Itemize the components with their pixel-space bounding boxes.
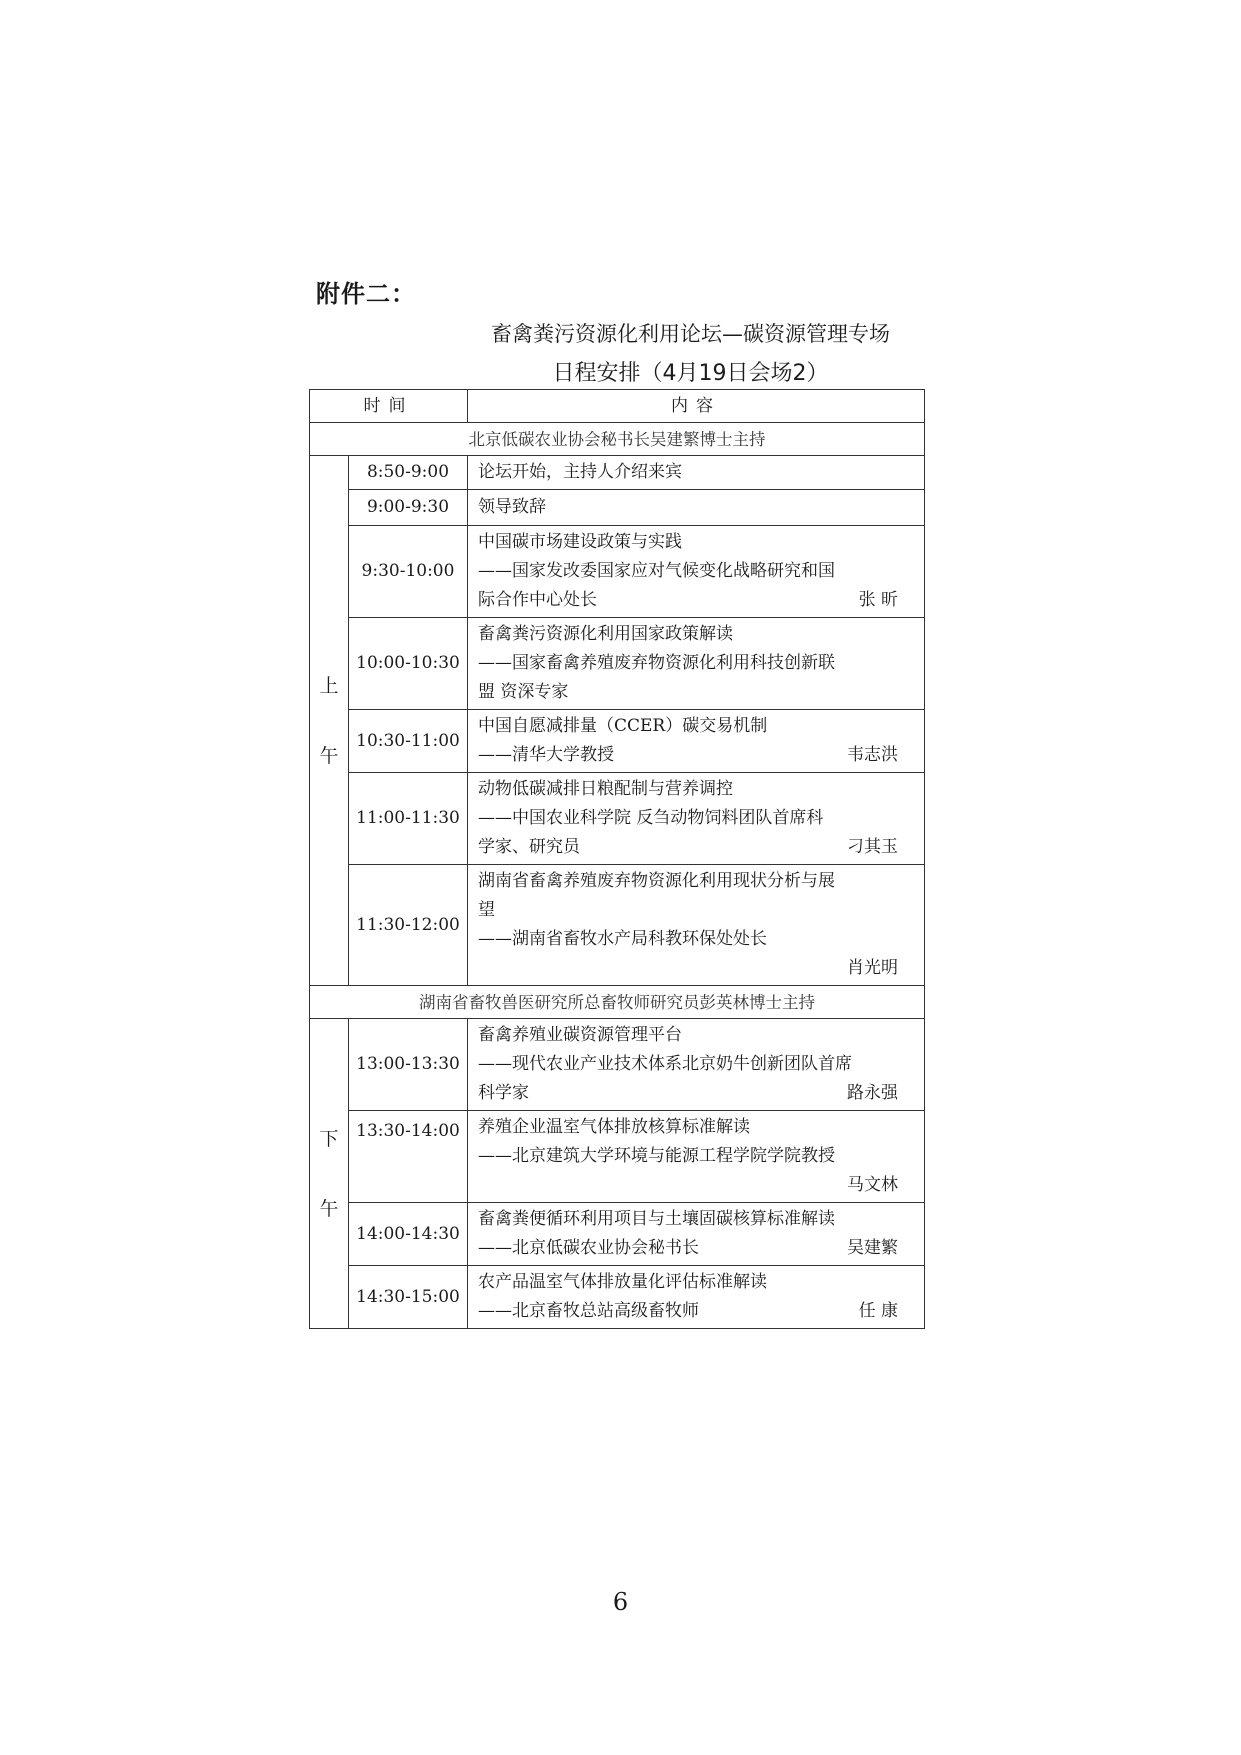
header-time: 时间	[310, 390, 468, 423]
speaker-title: ——国家畜禽养殖废弃物资源化利用科技创新联	[478, 653, 835, 673]
content-cell	[468, 490, 925, 526]
speaker-title: ——现代农业产业技术体系北京奶牛创新团队首席	[478, 1054, 852, 1074]
content-cell	[468, 1111, 925, 1203]
content-cell	[468, 773, 925, 865]
time-cell: 11:30-12:00	[349, 865, 468, 986]
topic: 农产品温室气体排放量化评估标准解读	[478, 1272, 767, 1292]
speaker-title: ——北京畜牧总站高级畜牧师	[478, 1301, 699, 1321]
topic: 中国自愿减排量（CCER）碳交易机制	[478, 716, 768, 736]
morning-host-row	[310, 423, 925, 456]
topic: 湖南省畜禽养殖废弃物资源化利用现状分析与展	[478, 871, 835, 891]
time-cell: 10:00-10:30	[349, 618, 468, 710]
speaker-name: 刁其玉	[847, 837, 898, 857]
topic: 动物低碳减排日粮配制与营养调控	[478, 779, 733, 799]
table-row	[310, 1266, 925, 1329]
topic-cont: 望	[478, 900, 495, 920]
content-cell	[468, 865, 925, 986]
period-afternoon-bottom: 午	[319, 1197, 339, 1220]
topic: 畜禽粪污资源化利用国家政策解读	[478, 624, 733, 644]
table-row	[310, 773, 925, 865]
speaker-title: ——湖南省畜牧水产局科教环保处处长	[478, 929, 767, 949]
period-morning	[310, 456, 349, 986]
content-cell	[468, 1203, 925, 1266]
time-cell: 13:00-13:30	[349, 1019, 468, 1111]
topic: 论坛开始，主持人介绍来宾	[478, 462, 682, 482]
content-cell	[468, 456, 925, 490]
speaker-title: ——北京低碳农业协会秘书长	[478, 1238, 699, 1258]
table-row	[310, 526, 925, 618]
content-cell	[468, 1266, 925, 1329]
speaker-name: 任 康	[858, 1301, 898, 1321]
speaker-title: ——清华大学教授	[478, 745, 614, 765]
table-row	[310, 490, 925, 526]
speaker-name: 吴建繁	[847, 1238, 898, 1258]
speaker-title: ——北京建筑大学环境与能源工程学院学院教授	[478, 1146, 835, 1166]
table-row	[310, 1019, 925, 1111]
speaker-title: ——中国农业科学院 反刍动物饲料团队首席科	[478, 808, 824, 828]
time-cell: 14:30-15:00	[349, 1266, 468, 1329]
period-afternoon-top: 下	[319, 1127, 339, 1150]
header-content: 内容	[468, 390, 925, 423]
topic: 畜禽粪便循环利用项目与土壤固碳核算标准解读	[478, 1209, 835, 1229]
time-cell: 13:30-14:00	[349, 1111, 468, 1203]
speaker-title-cont: 盟 资深专家	[478, 682, 569, 702]
content-cell	[468, 618, 925, 710]
table-header-row	[310, 390, 925, 423]
speaker-name: 马文林	[847, 1175, 898, 1195]
speaker-title: ——国家发改委国家应对气候变化战略研究和国	[478, 561, 835, 581]
time-cell: 8:50-9:00	[349, 456, 468, 490]
period-morning-bottom: 午	[319, 744, 339, 767]
table-row	[310, 456, 925, 490]
table-row	[310, 1111, 925, 1203]
table-row	[310, 865, 925, 986]
speaker-name: 路永强	[847, 1083, 898, 1103]
table-row	[310, 710, 925, 773]
time-cell: 9:30-10:00	[349, 526, 468, 618]
page-number: 6	[612, 1588, 629, 1616]
document-title: 畜禽粪污资源化利用论坛—碳资源管理专场	[491, 322, 890, 346]
time-cell: 9:00-9:30	[349, 490, 468, 526]
topic: 领导致辞	[478, 497, 546, 517]
content-cell	[468, 710, 925, 773]
afternoon-host: 湖南省畜牧兽医研究所总畜牧师研究员彭英林博士主持	[310, 986, 925, 1019]
speaker-name: 韦志洪	[847, 745, 898, 765]
morning-host: 北京低碳农业协会秘书长吴建繁博士主持	[310, 423, 925, 456]
topic: 中国碳市场建设政策与实践	[478, 532, 682, 552]
topic: 养殖企业温室气体排放核算标准解读	[478, 1117, 750, 1137]
document-subtitle: 日程安排（4月19日会场2）	[552, 361, 829, 386]
period-afternoon	[310, 1019, 349, 1329]
speaker-name: 肖光明	[847, 958, 898, 978]
topic: 畜禽养殖业碳资源管理平台	[478, 1025, 682, 1045]
time-cell: 10:30-11:00	[349, 710, 468, 773]
schedule-table	[309, 389, 925, 1329]
afternoon-host-row	[310, 986, 925, 1019]
speaker-title-cont: 学家、研究员	[478, 837, 580, 857]
speaker-name: 张 昕	[858, 590, 898, 610]
attachment-label: 附件二：	[316, 280, 416, 308]
content-cell	[468, 1019, 925, 1111]
content-cell	[468, 526, 925, 618]
period-morning-top: 上	[319, 674, 339, 697]
time-cell: 14:00-14:30	[349, 1203, 468, 1266]
speaker-title-cont: 科学家	[478, 1083, 529, 1103]
speaker-title-cont: 际合作中心处长	[478, 590, 597, 610]
table-row	[310, 1203, 925, 1266]
time-cell: 11:00-11:30	[349, 773, 468, 865]
table-row	[310, 618, 925, 710]
